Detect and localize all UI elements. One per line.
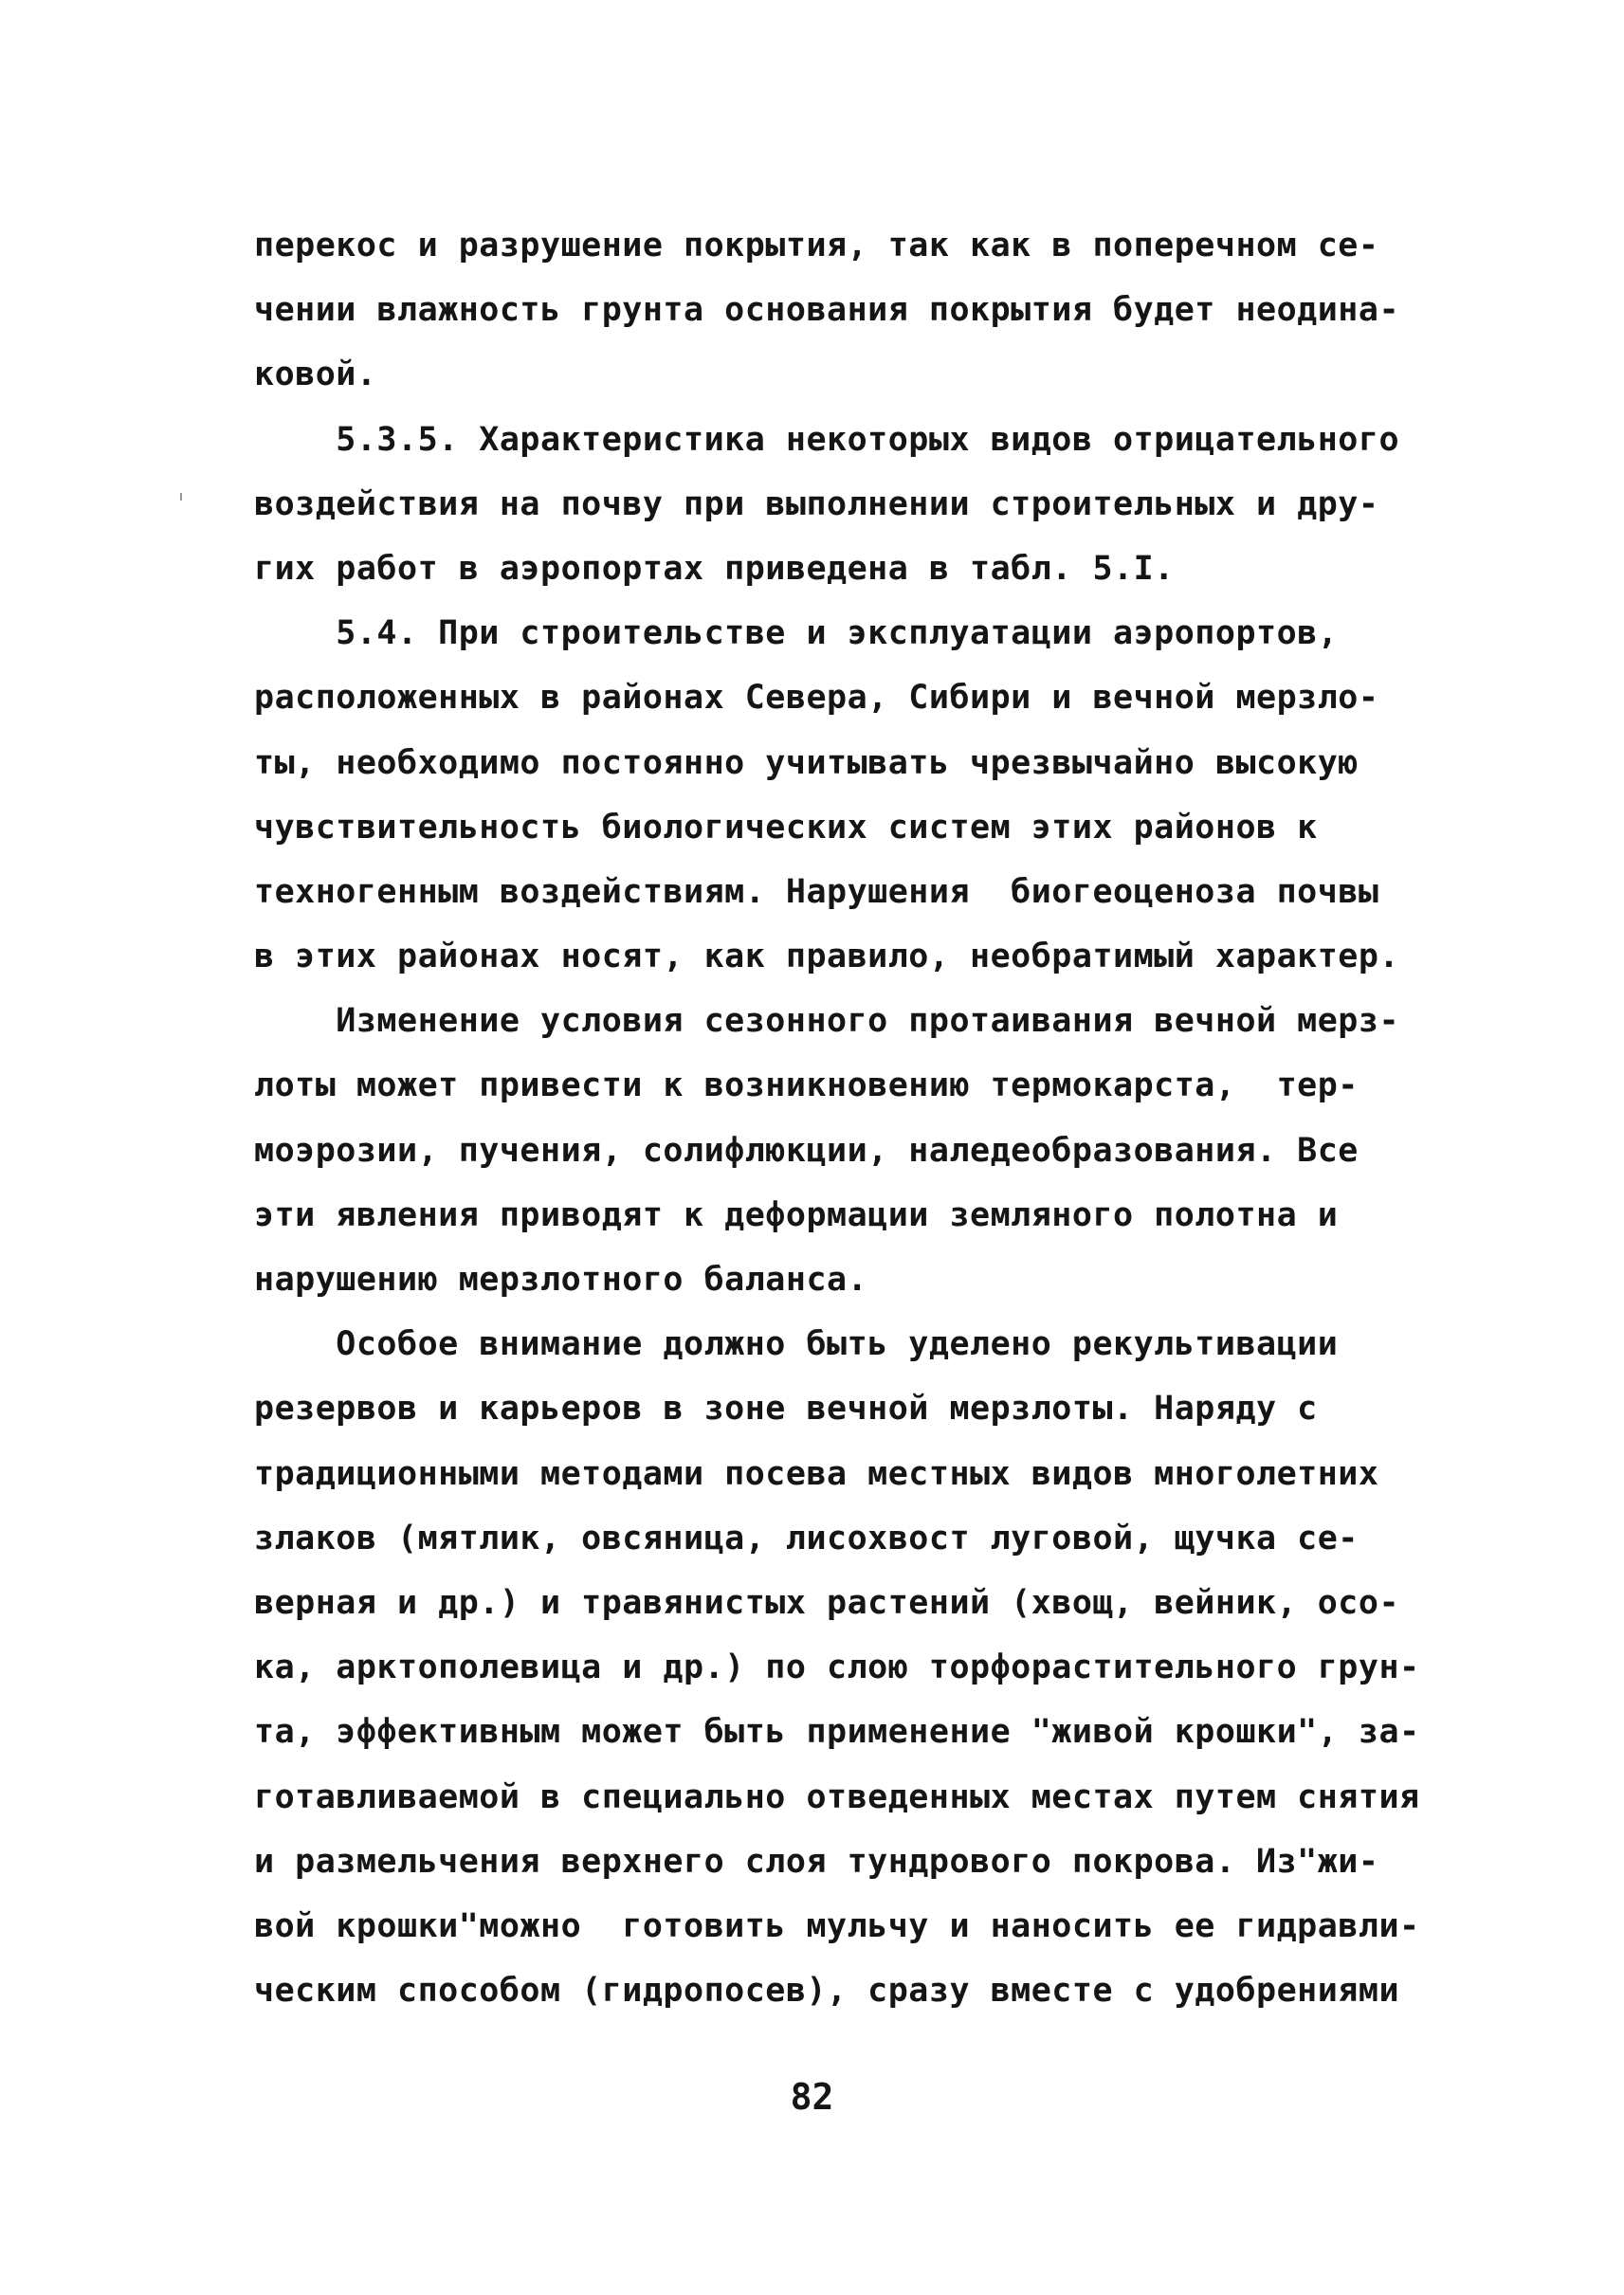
text-line: ческим способом (гидропосев), сразу вместе с удобрениями [254,1972,1400,2011]
text-line: готавливаемой в специально отведенных местах путем снятия [254,1777,1420,1816]
text-line: лоты может привести к возникновению термокарста, тер- [254,1066,1359,1105]
text-line: нарушению мерзлотного баланса. [254,1261,868,1299]
text-line: 5.4. При строительстве и эксплуатации аэропортов, [254,614,1339,653]
text-line: вой крошки"можно готовить мульчу и наносить ее гидравли- [254,1906,1420,1945]
text-line: та, эффективным может быть применение "живой крошки", за- [254,1713,1420,1752]
text-line: ковой. [254,355,377,394]
text-line: резервов и карьеров в зоне вечной мерзлоты. Наряду с [254,1390,1318,1429]
text-line: воздействия на почву при выполнении строительных и дру- [254,484,1379,523]
text-line: ка, арктополевица и др.) по слою торфорастительного грун- [254,1648,1420,1687]
text-line: чувствительность биологических систем этих районов к [254,808,1318,847]
text-line: эти явления приводят к деформации земляного полотна и [254,1195,1339,1234]
text-line: Изменение условия сезонного протаивания вечной мерз- [254,1002,1400,1041]
text-line: расположенных в районах Севера, Сибири и вечной мерзло- [254,679,1379,718]
text-line: техногенным воздействиям. Нарушения биогеоценоза почвы [254,872,1379,911]
text-line: в этих районах носят, как правило, необратимый характер. [254,938,1400,976]
text-line: и размельчения верхнего слоя тундрового покрова. Из"жи- [254,1842,1379,1881]
text-line: злаков (мятлик, овсяница, лисохвост луговой, щучка се- [254,1519,1359,1557]
text-line: Особое внимание должно быть уделено рекультивации [254,1325,1339,1364]
text-line: чении влажность грунта основания покрытия будет неодина- [254,291,1400,330]
scan-margin-mark [180,493,182,501]
body-text [254,213,1420,2023]
text-line: ты, необходимо постоянно учитывать чрезвычайно высокую [254,743,1359,782]
text-line: моэрозии, пучения, солифлюкции, наледеобразования. Все [254,1131,1359,1170]
text-line: традиционными методами посева местных видов многолетних [254,1454,1379,1493]
text-line: гих работ в аэропортах приведена в табл. 5.I. [254,549,1175,588]
text-line: 5.3.5. Характеристика некоторых видов отрицательного [254,420,1400,459]
text-line: перекос и разрушение покрытия, так как в поперечном се- [254,227,1379,264]
text-line: верная и др.) и травянистых растений (хвощ, вейник, осо- [254,1583,1400,1622]
page-number: 82 [790,2076,834,2118]
